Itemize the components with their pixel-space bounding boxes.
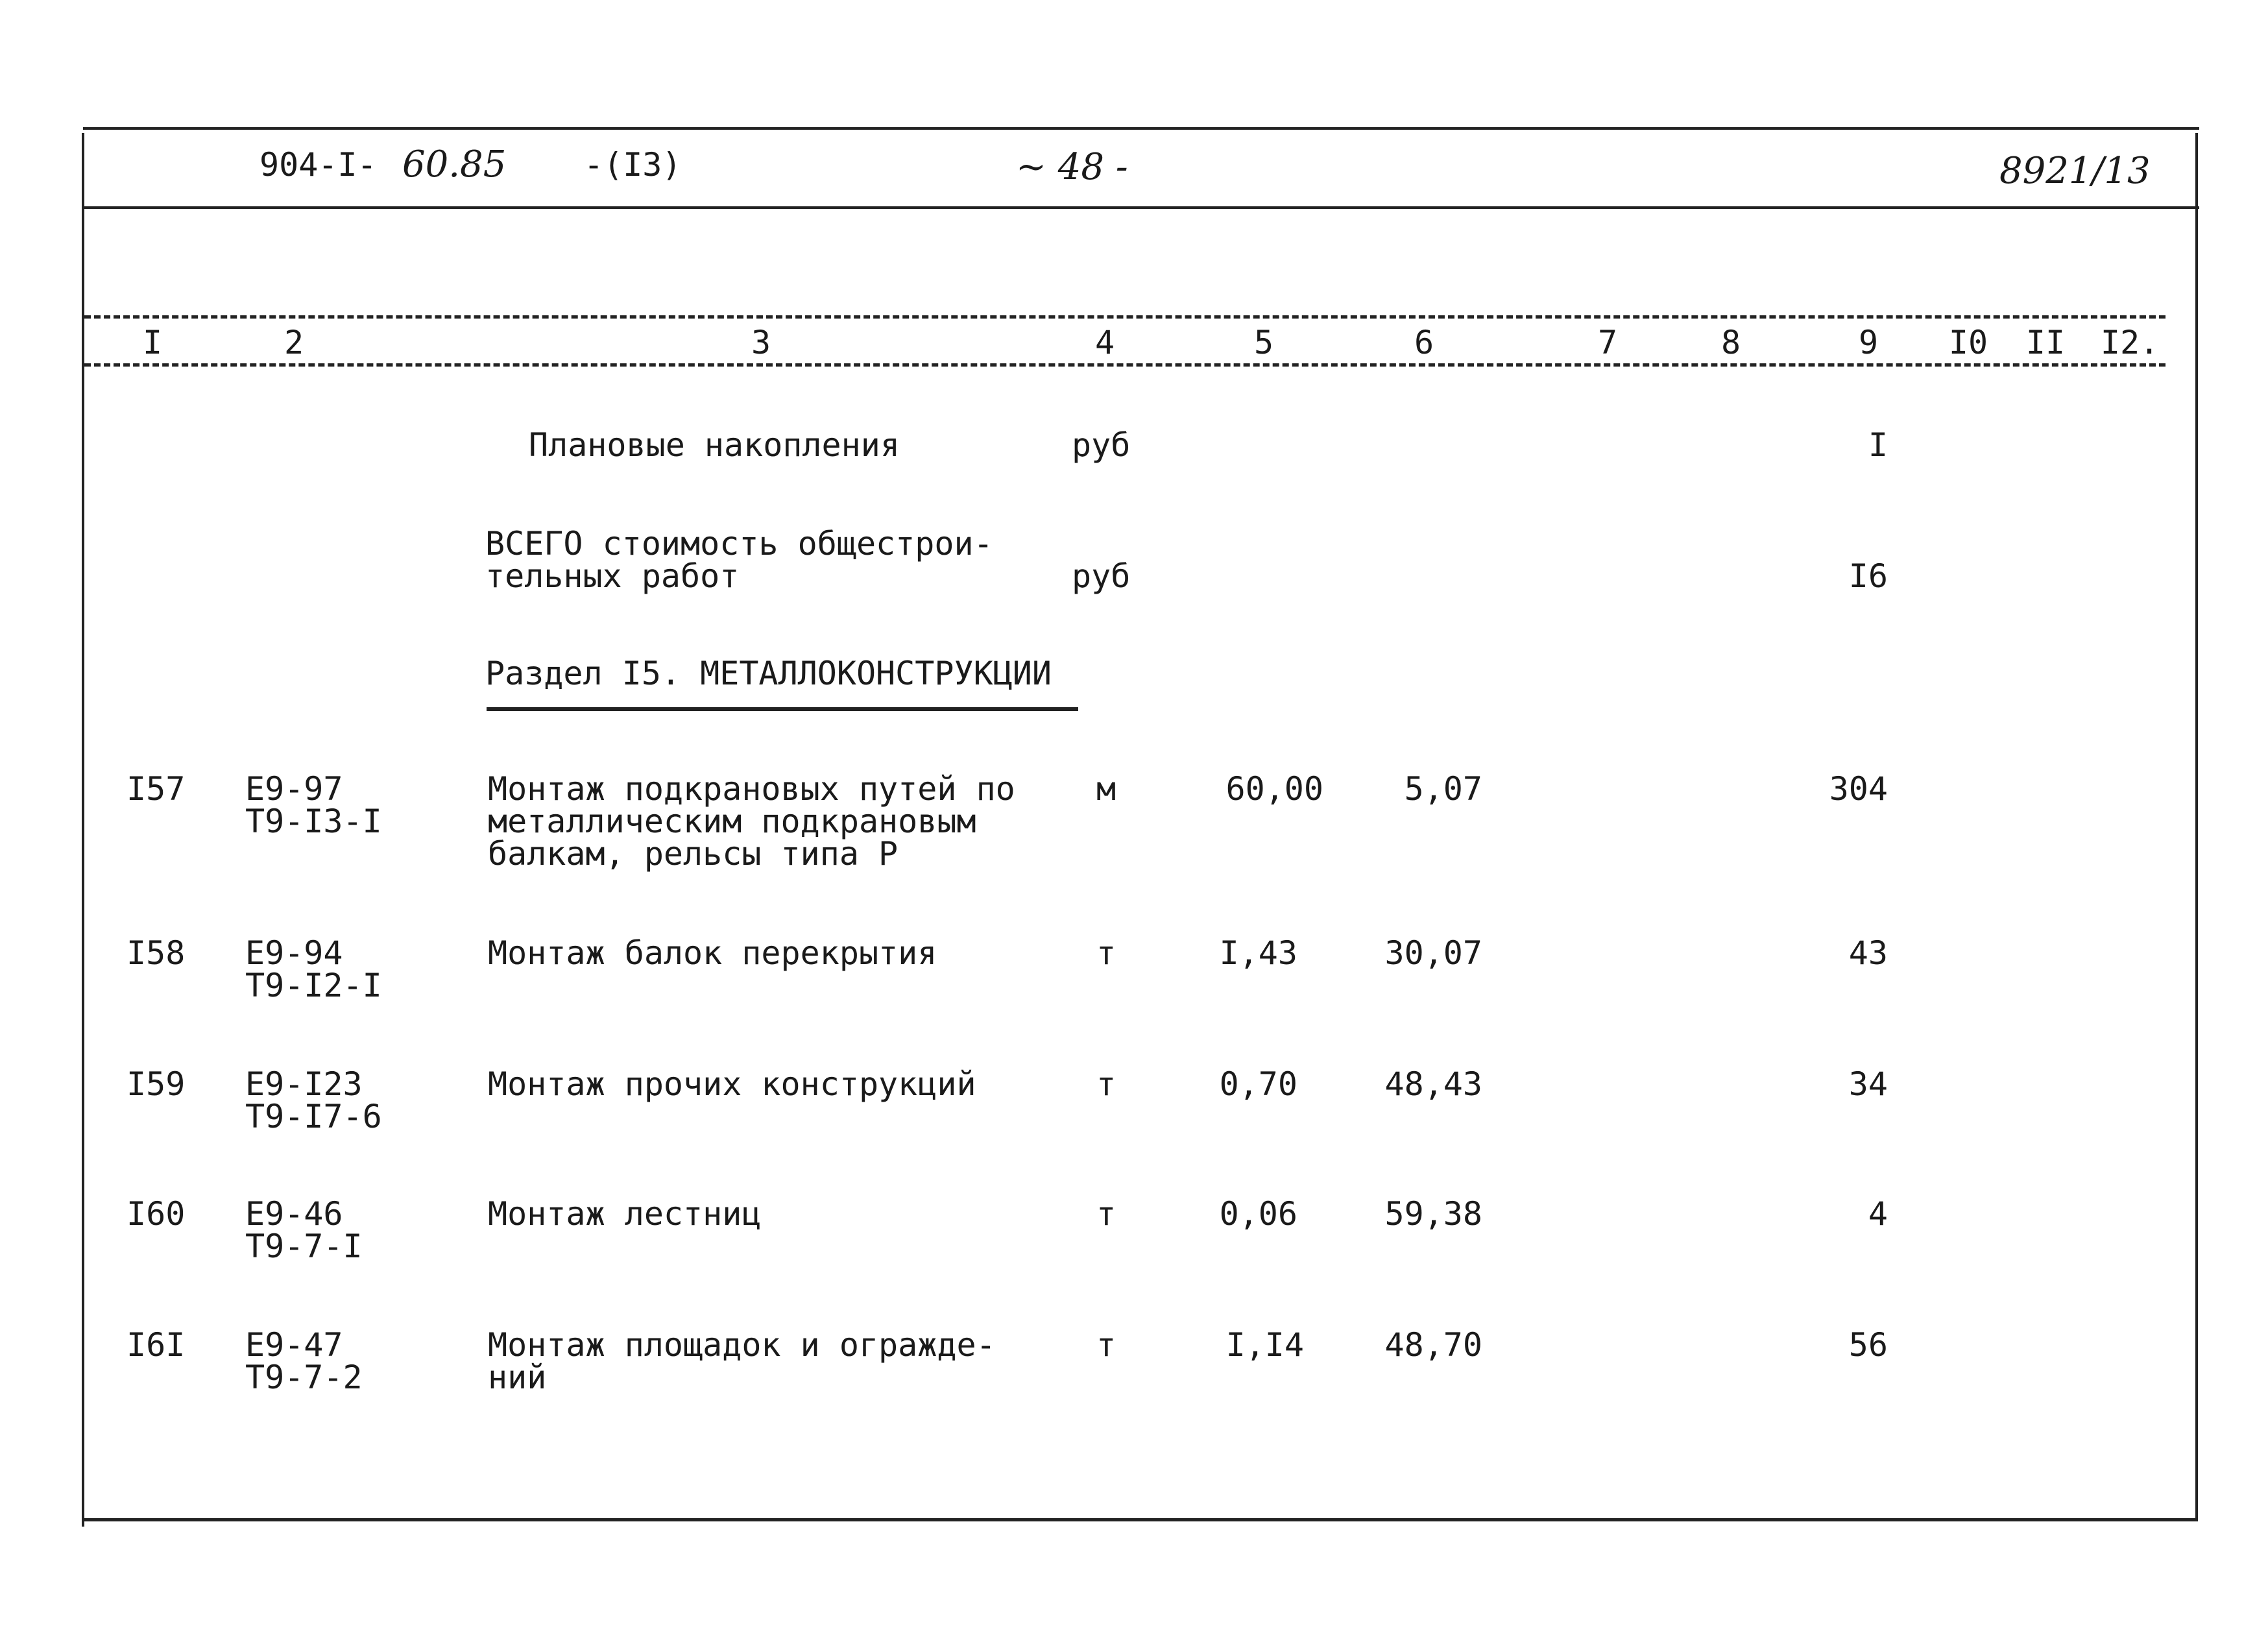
row-number: I57 [127,770,186,808]
frame-bottom-line [83,1518,2198,1521]
column-header-bottom-dashes [84,363,2165,367]
row-total: 43 [1848,934,1888,972]
row-code-e: Е9-94 [245,934,343,972]
document-code-suffix: -(I3) [584,146,682,184]
row-total: 56 [1848,1326,1888,1364]
row-name: Монтаж площадок и огражде- [488,1326,996,1364]
row-code-e: Е9-I23 [245,1065,363,1103]
row-quantity: I,I4 [1225,1326,1304,1364]
row-name: балкам, рельсы типа Р [488,835,899,873]
column-number: I0 [1948,324,1988,361]
summary-name: тельных работ [485,557,740,595]
row-quantity: 0,70 [1219,1065,1297,1103]
summary-unit: руб [1072,426,1131,464]
row-quantity: 60,00 [1225,770,1323,808]
summary-name: Плановые накопления [529,426,900,464]
summary-total: I6 [1848,557,1888,595]
row-code-t: Т9-7-2 [245,1359,363,1396]
column-number: I [142,324,163,361]
row-unit: т [1096,1326,1116,1364]
document-code-handwritten: 60.85 [402,143,507,186]
column-number: 3 [751,324,771,361]
column-number: 2 [284,324,304,361]
row-code-t: Т9-7-I [245,1228,363,1265]
row-number: I6I [127,1326,186,1364]
column-number: 8 [1720,324,1741,361]
row-unit-price: 5,07 [1404,770,1482,808]
frame-top-line [83,127,2199,130]
row-name: Монтаж подкрановых путей по [488,770,1015,808]
row-code-t: Т9-I3-I [245,803,382,840]
row-unit: т [1096,1195,1116,1233]
row-name: Монтаж прочих конструкций [488,1065,976,1103]
row-number: I58 [127,934,186,972]
column-number: 4 [1094,324,1115,361]
summary-name: ВСЕГО стоимость общестрои- [485,525,993,562]
header-separator-line [83,206,2199,209]
row-unit: т [1096,1065,1116,1103]
row-code-e: Е9-97 [245,770,343,808]
column-number: 9 [1858,324,1879,361]
row-name: Монтаж лестниц [488,1195,762,1233]
row-total: 304 [1829,770,1888,808]
column-number: 6 [1414,324,1434,361]
row-unit: т [1096,934,1116,972]
row-quantity: 0,06 [1219,1195,1297,1233]
summary-total: I [1868,426,1888,464]
row-total: 4 [1868,1195,1888,1233]
row-code-t: Т9-I7-6 [245,1098,382,1135]
row-code-e: Е9-47 [245,1326,343,1364]
column-header-top-dashes [84,315,2165,319]
page-number: ~ 48 - [1016,146,1128,188]
frame-right-line [2195,133,2198,1518]
row-unit-price: 48,43 [1384,1065,1482,1103]
row-code-t: Т9-I2-I [245,967,382,1004]
row-name: Монтаж балок перекрытия [488,934,937,972]
row-unit-price: 48,70 [1384,1326,1482,1364]
row-unit-price: 59,38 [1384,1195,1482,1233]
section-title: Раздел I5. МЕТАЛЛОКОНСТРУКЦИИ [485,655,1052,692]
frame-left-line [82,133,84,1527]
column-number: II [2025,324,2066,361]
sheet-id-handwritten: 8921/13 [1999,150,2151,192]
row-total: 34 [1848,1065,1888,1103]
row-name: металлическим подкрановым [488,803,976,840]
row-number: I60 [127,1195,186,1233]
section-title-underline [487,707,1078,711]
column-number: I2. [2100,324,2160,361]
column-number: 7 [1597,324,1618,361]
row-number: I59 [127,1065,186,1103]
row-quantity: I,43 [1219,934,1297,972]
row-unit-price: 30,07 [1384,934,1482,972]
column-number: 5 [1253,324,1274,361]
document-code: 904-I- [259,146,377,184]
row-unit: м [1096,770,1116,808]
row-name: ний [488,1359,547,1396]
row-code-e: Е9-46 [245,1195,343,1233]
summary-unit: руб [1072,557,1131,595]
